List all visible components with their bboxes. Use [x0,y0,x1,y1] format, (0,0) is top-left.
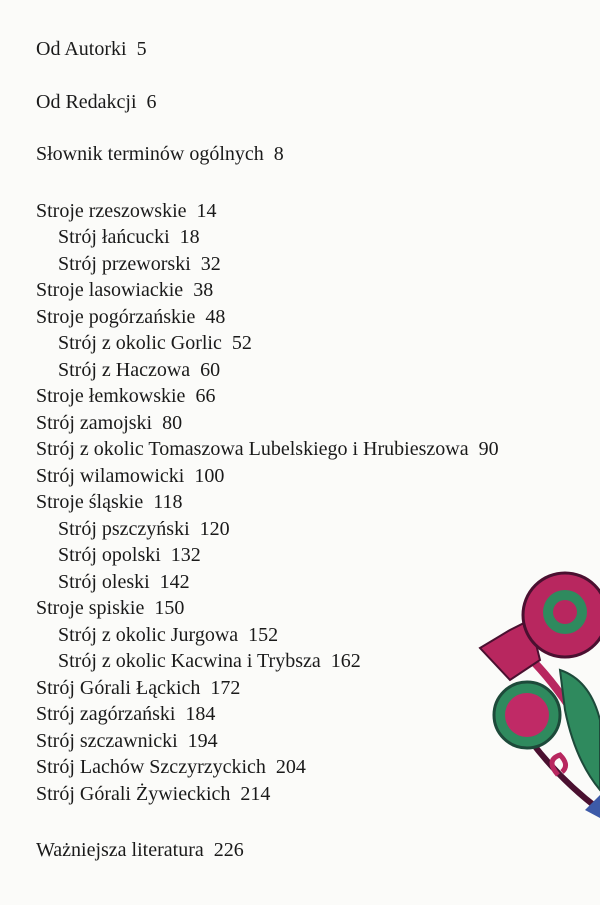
toc-entry-title: Strój szczawnicki [36,729,178,752]
toc-entry-page: 120 [199,517,230,540]
toc-entry-page: 5 [136,38,147,60]
toc-entry [36,675,499,702]
toc-entry [36,89,499,116]
toc-entry-title: Strój pszczyński [58,517,190,540]
toc-entry-title: Strój zagórzański [36,703,176,725]
toc-entry-page: 152 [248,623,279,646]
toc-entry [36,277,499,304]
toc-entry-title: Strój z okolic Jurgowa [58,623,239,646]
toc-entry [36,436,499,463]
toc-entry-page: 38 [193,279,214,301]
toc-entry-title: Strój wilamowicki [36,464,185,487]
toc-entry-page: 132 [170,544,201,566]
toc-entry-title: Strój z okolic Tomaszowa Lubelskiego i Hrubieszowa [36,438,469,460]
toc-entry [36,516,499,543]
toc-entry-title: Ważniejsza literatura [36,839,204,861]
toc-entry [36,330,499,357]
toc-entry-page: 80 [162,411,183,434]
toc-entry-title: Stroje spiskie [36,597,145,619]
toc-entry-page: 204 [275,756,306,778]
toc-entry [36,198,499,225]
toc-entry [36,837,499,864]
toc-entry-page: 194 [187,729,218,752]
toc-entry-title: Stroje łemkowskie [36,385,186,407]
toc-entry-page: 8 [273,143,284,165]
toc-entry-title: Strój zamojski [36,411,153,434]
toc-entry-title: Słownik terminów ogólnych [36,143,264,165]
toc-entry-page: 150 [154,597,185,619]
toc-entry [36,648,499,675]
toc-entry [36,489,499,516]
toc-entry-page: 172 [210,676,241,699]
toc-entry-title: Strój z okolic Gorlic [58,332,222,354]
toc-entry-title: Stroje lasowiackie [36,279,184,301]
toc-entry-page: 184 [185,703,216,725]
toc-entry-title: Stroje rzeszowskie [36,199,187,222]
toc-entry-page: 90 [478,438,499,460]
toc-entry [36,251,499,278]
toc-entry-title: Strój oleski [58,570,150,593]
toc-entry [36,141,499,168]
toc-entry [36,728,499,755]
toc-entry [36,463,499,490]
toc-entry-page: 52 [231,332,252,354]
toc-entry-page: 66 [195,385,216,407]
toc-entry-title: Od Autorki [36,38,127,60]
toc-entry [36,224,499,251]
toc-entry-page: 118 [153,491,183,513]
toc-entry [36,304,499,331]
toc-entry-title: Strój Górali Łąckich [36,676,201,699]
toc-entry [36,542,499,569]
toc-entry-title: Strój Górali Żywieckich [36,782,231,805]
toc-entry-title: Strój Lachów Szczyrzyckich [36,756,266,778]
toc-entry [36,701,499,728]
toc-entry-page: 60 [200,358,221,381]
toc-entry [36,622,499,649]
toc-entry-page: 214 [240,782,271,805]
toc-entry [36,781,499,808]
toc-entry [36,569,499,596]
toc-entry [36,357,499,384]
table-of-contents [36,36,499,864]
folk-flower-ornament [470,560,600,820]
toc-entry-page: 226 [213,839,244,861]
toc-entry [36,383,499,410]
toc-entry-title: Stroje śląskie [36,491,144,513]
toc-entry-page: 142 [159,570,190,593]
toc-entry [36,36,499,63]
toc-entry-page: 100 [194,464,225,487]
toc-entry-title: Strój z Haczowa [58,358,191,381]
toc-entry-page: 6 [146,90,157,113]
toc-entry-page: 18 [179,226,200,248]
toc-entry-page: 162 [330,650,361,672]
toc-entry-title: Stroje pogórzańskie [36,305,196,328]
toc-entry [36,410,499,437]
toc-entry [36,595,499,622]
toc-entry-title: Strój z okolic Kacwina i Trybsza [58,650,321,672]
toc-entry-page: 32 [200,252,221,275]
toc-entry-page: 48 [205,305,226,328]
toc-entry-title: Strój opolski [58,544,161,566]
toc-entry-title: Strój łańcucki [58,226,170,248]
toc-entry-title: Strój przeworski [58,252,191,275]
toc-entry-title: Od Redakcji [36,90,137,113]
toc-entry [36,754,499,781]
toc-entry-page: 14 [196,199,217,222]
